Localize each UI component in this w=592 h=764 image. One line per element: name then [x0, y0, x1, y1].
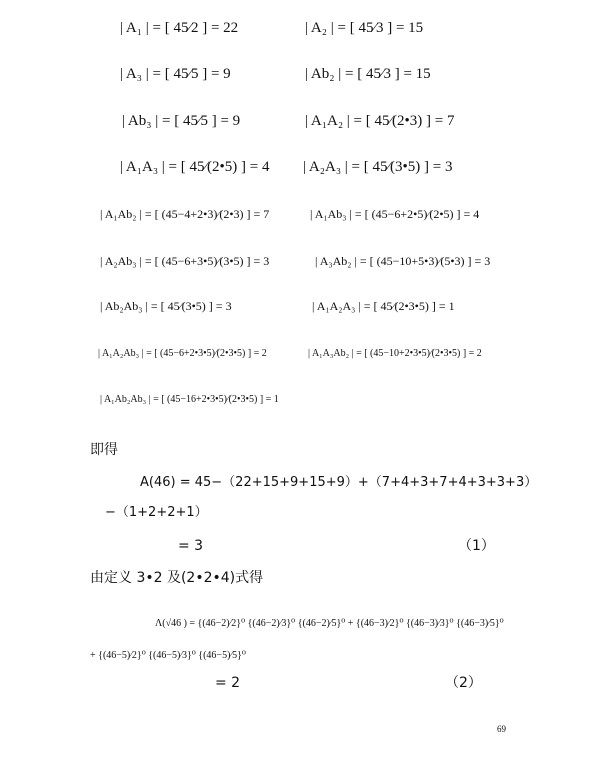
equation-a1a2a3: | A₁A₂A₃ | = [ 45⁄(2•3•5) ] = 1 [312, 299, 455, 313]
text-jide: 即得 [90, 442, 118, 458]
equation-a46-result: = 3 [178, 538, 204, 554]
equation-a2: | A₂ | = [ 45⁄3 ] = 15 [305, 20, 424, 36]
equation-a46-line2: −（1+2+2+1） [105, 505, 208, 520]
equation-a1ab2ab3: | A₁Ab₂Ab₃ | = [ (45−16+2•3•5)⁄(2•3•5) ] = 1 [100, 394, 279, 405]
equation-label-2: （2） [445, 675, 482, 691]
equation-a2ab3: | A₂Ab₃ | = [ (45−6+3•5)⁄(3•5) ] = 3 [100, 254, 270, 268]
equation-ab2ab3: | Ab₂Ab₃ | = [ 45⁄(3•5) ] = 3 [100, 299, 232, 313]
equation-lambda-result: = 2 [215, 675, 241, 691]
equation-lambda-line1: Λ(√46 ) = {(46−2)⁄2}⁰ {(46−2)⁄3}⁰ {(46−2)⁄5}⁰ + {(46−3)⁄2}⁰ {(46−3)⁄3}⁰ {(46−3)⁄5}⁰ [155, 618, 504, 629]
equation-ab2: | Ab₂ | = [ 45⁄3 ] = 15 [305, 66, 431, 82]
equation-a1a2: | A₁A₂ | = [ 45⁄(2•3) ] = 7 [305, 113, 455, 129]
equation-a1a3: | A₁A₃ | = [ 45⁄(2•5) ] = 4 [120, 159, 270, 175]
equation-label-1: （1） [458, 538, 495, 554]
equation-a3: | A₃ | = [ 45⁄5 ] = 9 [120, 66, 231, 82]
equation-a3ab2: | A₃Ab₂ | = [ (45−10+5•3)⁄(5•3) ] = 3 [315, 254, 491, 268]
equation-lambda-line2: + {(46−5)⁄2}⁰ {(46−5)⁄3}⁰ {(46−5)⁄5}⁰ [90, 650, 246, 661]
equation-a1ab3: | A₁Ab₃ | = [ (45−6+2•5)⁄(2•5) ] = 4 [310, 207, 480, 221]
equation-a1a3ab2: | A₁A₃Ab₂ | = [ (45−10+2•3•5)⁄(2•3•5) ] = 2 [308, 348, 482, 359]
equation-ab3: | Ab₃ | = [ 45⁄5 ] = 9 [122, 113, 241, 129]
equation-a46-line1: A(46) = 45−（22+15+9+15+9）+（7+4+3+7+4+3+3+3） [140, 475, 538, 490]
equation-a1: | A₁ | = [ 45⁄2 ] = 22 [120, 20, 239, 36]
text-by-definition: 由定义 3•2 及(2•2•4)式得 [90, 570, 264, 586]
equation-a2a3: | A₂A₃ | = [ 45⁄(3•5) ] = 3 [303, 159, 453, 175]
equation-a1ab2: | A₁Ab₂ | = [ (45−4+2•3)⁄(2•3) ] = 7 [100, 207, 270, 221]
page-number: 69 [497, 724, 506, 734]
equation-a1a2ab3: | A₁A₂Ab₃ | = [ (45−6+2•3•5)⁄(2•3•5) ] = 2 [98, 348, 267, 359]
